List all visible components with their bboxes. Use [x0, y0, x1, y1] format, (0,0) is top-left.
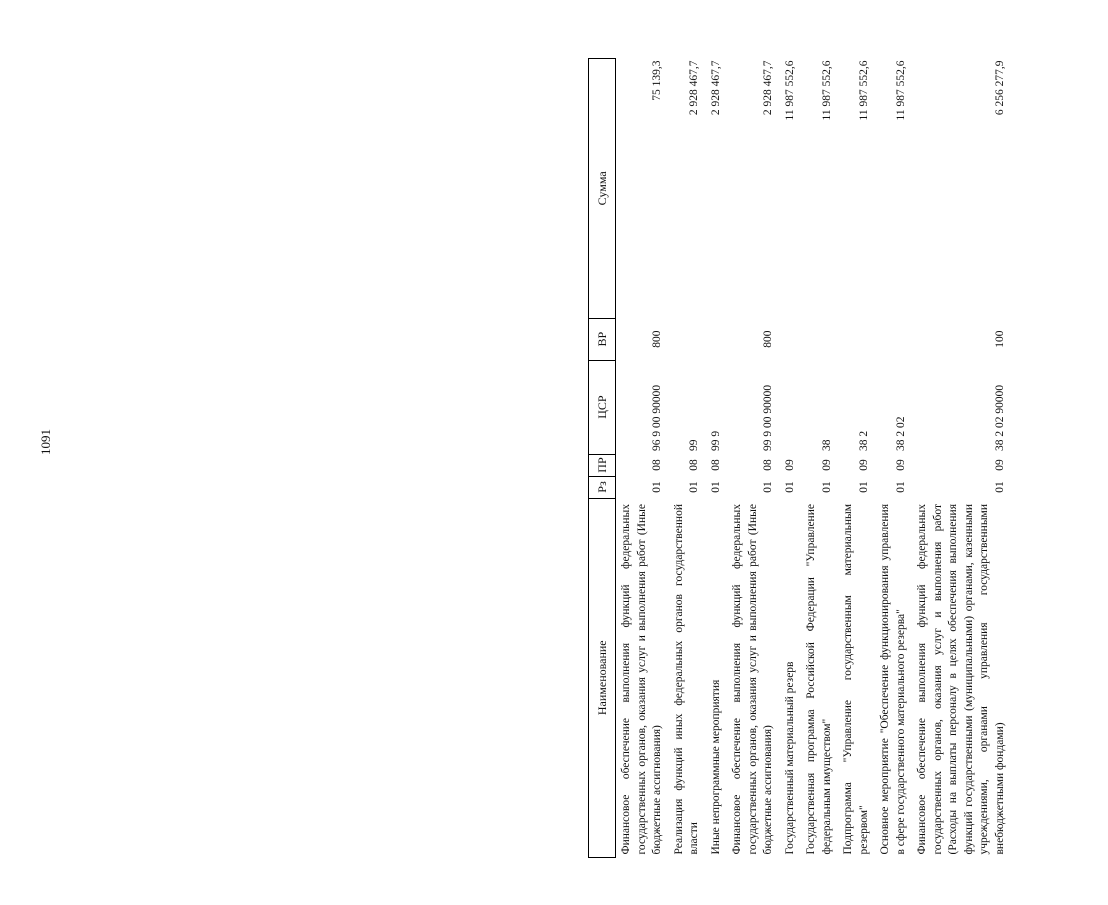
table-row: [616, 59, 669, 858]
row-name: Государственная программа Российской Федерации "Управление федеральным имуществом": [805, 504, 833, 855]
table-row: [727, 59, 780, 858]
row-csr: 99 9: [709, 430, 722, 452]
header-rz: Рз: [589, 476, 616, 498]
row-vr: [801, 318, 838, 360]
row-csr: [780, 360, 802, 454]
row-sum: 2 928 467,7: [688, 60, 701, 116]
row-rz: 01: [762, 481, 775, 493]
row-rz: 01: [820, 481, 833, 493]
table-row: [912, 59, 1011, 858]
row-vr: [838, 318, 875, 360]
header-pr: ПР: [589, 454, 616, 476]
row-rz: 01: [857, 481, 870, 493]
row-vr: [875, 318, 912, 360]
row-sum: 11 987 552,6: [894, 60, 907, 121]
table-header-row: [589, 59, 616, 858]
row-pr: 09: [894, 459, 907, 471]
row-name: Государственный материальный резерв: [783, 661, 796, 855]
row-rz: 01: [783, 481, 796, 493]
row-name: Финансовое обеспечение выполнения функций федеральных государственных органов, оказания услуг и выполнения работ (Иные бюджетные ассигнования): [731, 504, 775, 855]
row-rz: 01: [993, 481, 1006, 493]
row-name: Реализация функций иных федеральных органов государственной власти: [672, 504, 701, 855]
row-sum: 2 928 467,7: [709, 60, 722, 116]
row-rz: 01: [709, 481, 722, 493]
row-vr: [669, 318, 706, 360]
row-pr: 08: [651, 459, 664, 471]
table-row: [669, 59, 706, 858]
budget-table: [588, 58, 1011, 858]
row-pr: 09: [857, 459, 870, 471]
row-vr: 800: [651, 330, 664, 348]
row-csr: 99 9 00 90000: [762, 384, 775, 452]
row-sum: 75 139,3: [651, 60, 664, 101]
table-row: [838, 59, 875, 858]
row-sum: 11 987 552,6: [783, 60, 796, 121]
row-rz: 01: [894, 481, 907, 493]
row-csr: 38 2 02: [894, 416, 907, 452]
row-vr: 100: [993, 330, 1006, 348]
header-vr: ВР: [589, 318, 616, 360]
header-name: Наименование: [589, 498, 616, 857]
header-sum: Сумма: [589, 59, 616, 319]
row-pr: 09: [993, 459, 1006, 471]
row-csr: 38 2: [857, 430, 870, 452]
row-rz: 01: [688, 481, 701, 493]
row-pr: 08: [709, 459, 722, 471]
row-csr: 99: [688, 439, 701, 452]
row-name: Финансовое обеспечение выполнения функций федеральных государственных органов, оказания услуг и выполнения работ (Расходы на выплаты персоналу в целях обеспечения выполнения функций государственными (муниципальными) органами, казенными учреждениями, органами управления государственными внебюджетными фондами): [916, 504, 1006, 855]
budget-table-container: [588, 58, 1108, 858]
row-name: Финансовое обеспечение выполнения функций федеральных государственных органов, оказания услуг и выполнения работ (Иные бюджетные ассигнования): [620, 504, 664, 855]
row-csr: 38: [820, 439, 833, 452]
row-name: Иные непрограммные мероприятия: [709, 679, 722, 855]
table-row: [706, 59, 728, 858]
table-row: [801, 59, 838, 858]
table-row: [875, 59, 912, 858]
row-name: Основное мероприятие "Обеспечение функционирования управления в сфере государственного материального резерва": [879, 504, 907, 855]
row-vr: 800: [762, 330, 775, 348]
row-vr: [706, 318, 728, 360]
row-csr: 96 9 00 90000: [651, 384, 664, 452]
page-number: 1091: [38, 429, 53, 455]
row-vr: [780, 318, 802, 360]
table-row: [780, 59, 802, 858]
row-rz: 01: [651, 481, 664, 493]
row-sum: 11 987 552,6: [857, 60, 870, 121]
row-pr: 09: [820, 459, 833, 471]
row-sum: 6 256 277,9: [993, 60, 1006, 116]
row-sum: 2 928 467,7: [762, 60, 775, 116]
row-csr: 38 2 02 90000: [993, 384, 1006, 452]
row-pr: 08: [762, 459, 775, 471]
row-pr: 09: [783, 459, 796, 471]
row-name: Подпрограмма "Управление государственным материальным резервом": [842, 504, 870, 855]
header-csr: ЦСР: [589, 360, 616, 454]
row-sum: 11 987 552,6: [820, 60, 833, 121]
row-pr: 08: [688, 459, 701, 471]
